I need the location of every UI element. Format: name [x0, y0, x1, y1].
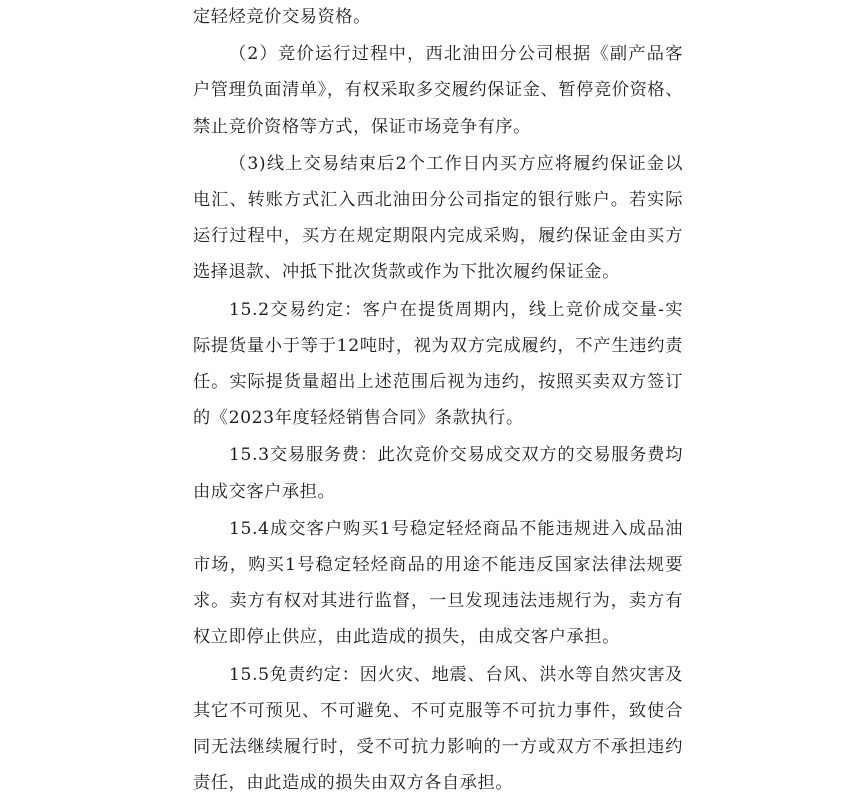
document-page — [193, 0, 683, 802]
paragraph-15-4: 15.4成交客户购买1号稳定轻烃商品不能违规进入成品油市场，购买1号稳定轻烃商品的用途不能违反国家法律法规要求。卖方有权对其进行监督，一旦发现违法违规行为，卖方有权立即停止供应，由此造成的损失，由成交客户承担。 — [193, 518, 683, 648]
paragraph-clause-2: （2）竞价运行过程中，西北油田分公司根据《副产品客户管理负面清单》，有权采取多交履约保证金、暂停竞价资格、禁止竞价资格等方式，保证市场竞争有序。 — [193, 44, 683, 137]
paragraph-15-2: 15.2交易约定：客户在提货周期内，线上竞价成交量-实际提货量小于等于12吨时，视为双方完成履约，不产生违约责任。实际提货量超出上述范围后视为违约，按照买卖双方签订的《2023年度轻烃销售合同》条款执行。 — [193, 299, 683, 429]
paragraph-clause-3: （3)线上交易结束后2个工作日内买方应将履约保证金以电汇、转账方式汇入西北油田分公司指定的银行账户。若实际运行过程中，买方在规定期限内完成采购，履约保证金由买方选择退款、冲抵下批次货款或作为下批次履约保证金。 — [193, 153, 683, 283]
paragraph-continuation: 定轻烃竞价交易资格。 — [193, 7, 371, 27]
paragraph-15-3: 15.3交易服务费：此次竞价交易成交双方的交易服务费均由成交客户承担。 — [193, 445, 683, 502]
paragraph-15-5: 15.5免责约定：因火灾、地震、台风、洪水等自然灾害及其它不可预见、不可避免、不可克服等不可抗力事件，致使合同无法继续履行时，受不可抗力影响的一方或双方不承担违约责任，由此造成的损失由双方各自承担。 — [193, 664, 683, 794]
